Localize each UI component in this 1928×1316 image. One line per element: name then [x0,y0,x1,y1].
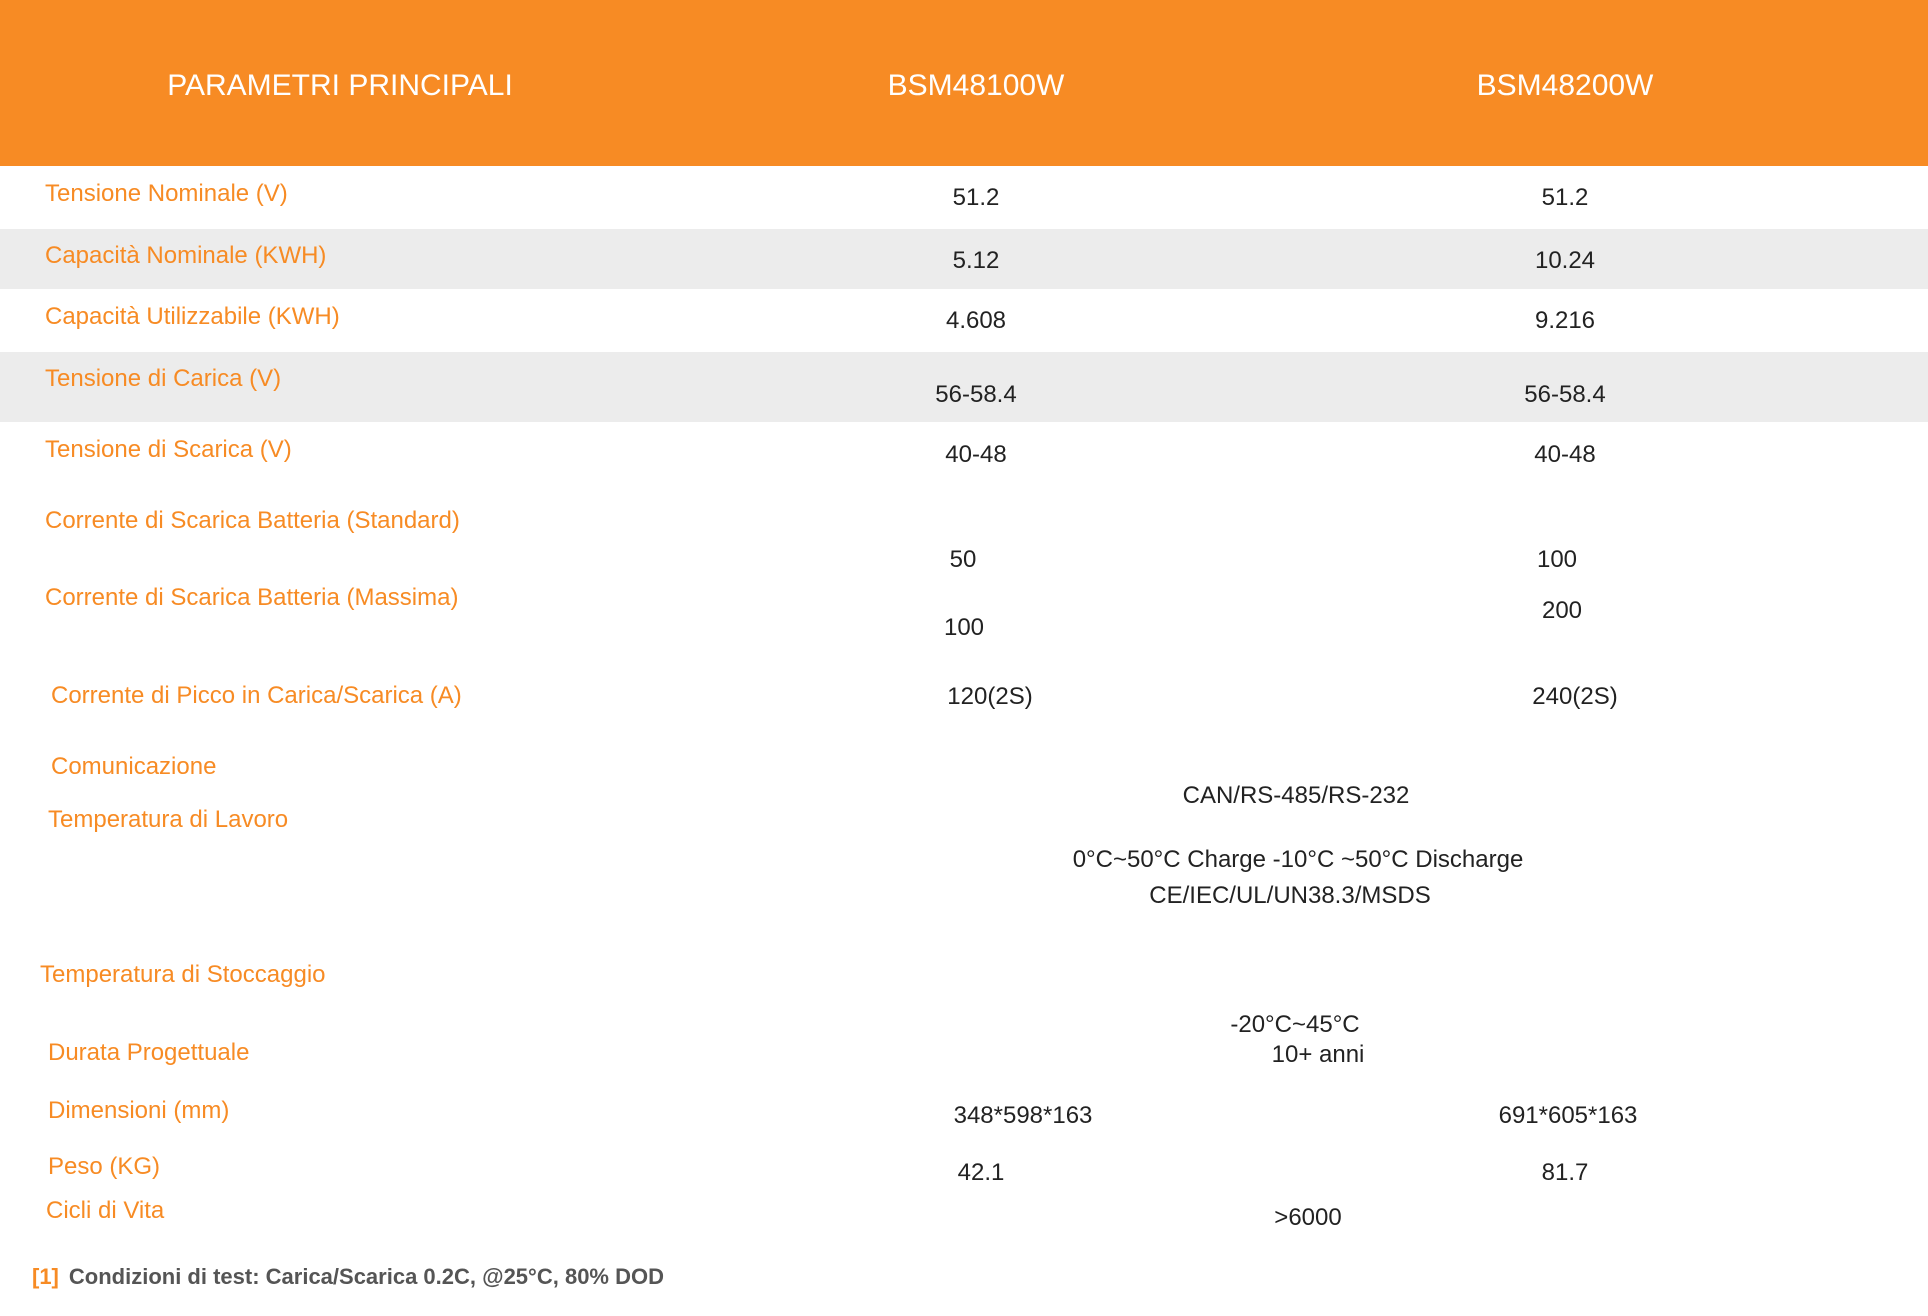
value-tensione-carica-2: 56-58.4 [1524,381,1606,408]
value-corrente-picco-2: 240(2S) [1532,683,1618,710]
value-corrente-massima-1: 100 [943,614,985,641]
label-capacita-nominale: Capacità Nominale (KWH) [45,242,327,269]
value-tensione-nominale-1: 51.2 [952,184,1000,211]
label-comunicazione: Comunicazione [51,753,217,780]
value-dimensioni-2: 691*605*163 [1498,1102,1638,1129]
value-capacita-utilizzabile-1: 4.608 [945,307,1007,334]
label-corrente-standard: Corrente di Scarica Batteria (Standard) [45,507,460,534]
label-dimensioni: Dimensioni (mm) [48,1097,230,1124]
value-cicli-vita: >6000 [1274,1204,1342,1231]
header-model-1: BSM48100W [887,69,1065,102]
label-tensione-carica: Tensione di Carica (V) [45,365,282,392]
label-tensione-scarica: Tensione di Scarica (V) [45,436,292,463]
label-tensione-nominale: Tensione Nominale (V) [45,180,288,207]
label-capacita-utilizzabile: Capacità Utilizzabile (KWH) [45,303,340,330]
label-corrente-massima: Corrente di Scarica Batteria (Massima) [45,584,459,611]
footnote-ref: [1] [32,1264,59,1289]
value-tensione-scarica-2: 40-48 [1534,441,1596,468]
value-peso-1: 42.1 [957,1159,1005,1186]
label-durata-progettuale: Durata Progettuale [48,1039,250,1066]
label-corrente-picco: Corrente di Picco in Carica/Scarica (A) [51,682,462,709]
value-capacita-utilizzabile-2: 9.216 [1534,307,1596,334]
value-tensione-carica-1: 56-58.4 [935,381,1017,408]
label-temperatura-stoccaggio: Temperatura di Stoccaggio [40,961,326,988]
footnote [32,1264,664,1290]
header-params: PARAMETRI PRINCIPALI [167,69,513,102]
value-temperatura-stoccaggio: -20°C~45°C [1230,1011,1360,1038]
value-capacita-nominale-2: 10.24 [1534,247,1596,274]
value-capacita-nominale-1: 5.12 [952,247,1000,274]
label-peso: Peso (KG) [48,1153,161,1180]
value-peso-2: 81.7 [1541,1159,1589,1186]
value-tensione-scarica-1: 40-48 [945,441,1007,468]
label-cicli-vita: Cicli di Vita [46,1197,165,1224]
value-corrente-standard-1: 50 [949,546,977,573]
value-durata-progettuale: 10+ anni [1271,1041,1365,1068]
value-tensione-nominale-2: 51.2 [1541,184,1589,211]
table-header [0,0,1928,166]
footnote-text: Condizioni di test: Carica/Scarica 0.2C, @25°C, 80% DOD [68,1264,664,1289]
value-temperatura-lavoro: 0°C~50°C Charge -10°C ~50°C Discharge [1072,846,1524,873]
value-comunicazione: CAN/RS-485/RS-232 [1182,782,1410,809]
value-corrente-standard-2: 100 [1536,546,1578,573]
value-corrente-picco-1: 120(2S) [947,683,1033,710]
value-corrente-massima-2: 200 [1541,597,1583,624]
value-dimensioni-1: 348*598*163 [953,1102,1093,1129]
header-model-2: BSM48200W [1476,69,1654,102]
value-certificazioni: CE/IEC/UL/UN38.3/MSDS [1149,882,1431,909]
label-temperatura-lavoro: Temperatura di Lavoro [48,806,289,833]
